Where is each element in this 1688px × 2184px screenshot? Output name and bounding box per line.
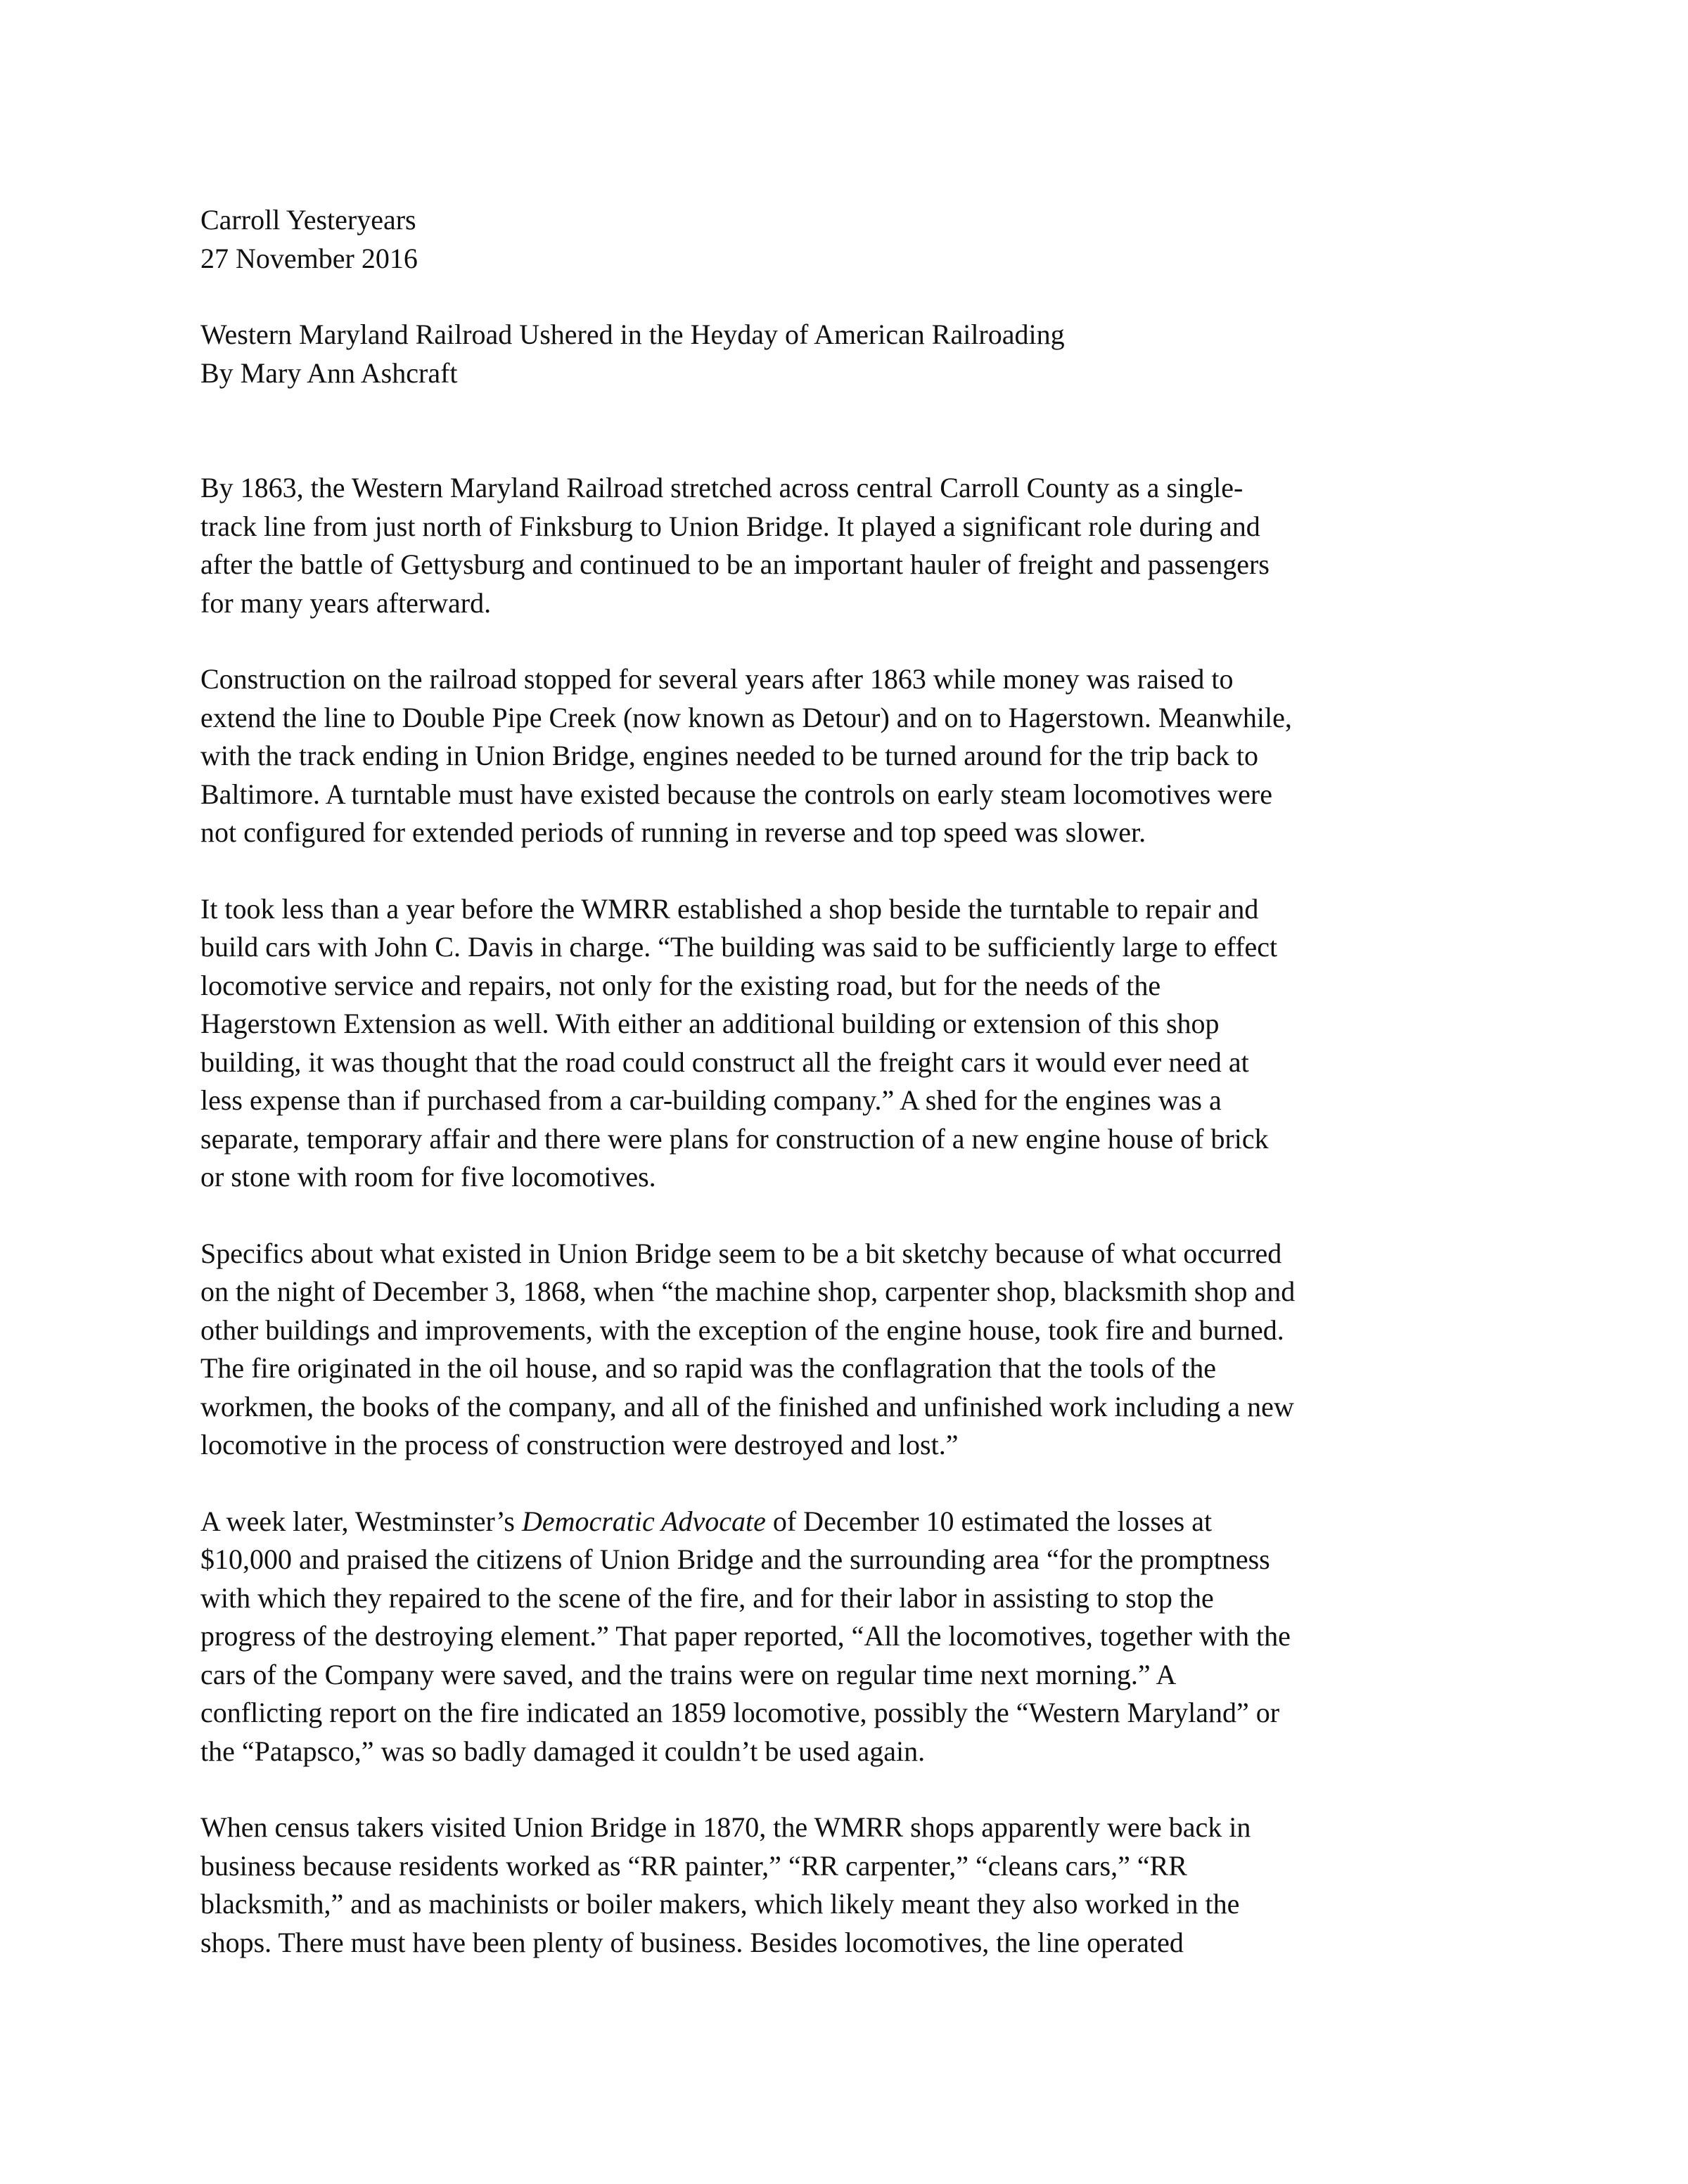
text-line: When census takers visited Union Bridge in 1870, the WMRR shops apparently were back in	[200, 1811, 1251, 1843]
text-line: building, it was thought that the road could construct all the freight cars it would ever need at	[200, 1046, 1249, 1078]
text-line: It took less than a year before the WMRR established a shop beside the turntable to repair and	[200, 892, 1259, 925]
text-line: after the battle of Gettysburg and continued to be an important hauler of freight and passengers	[200, 548, 1270, 580]
text-line: Baltimore. A turntable must have existed because the controls on early steam locomotives were	[200, 778, 1273, 810]
paragraph-5	[200, 1503, 1537, 1771]
text-line: separate, temporary affair and there were plans for construction of a new engine house of brick	[200, 1122, 1269, 1155]
text-line: By 1863, the Western Maryland Railroad stretched across central Carroll County as a single-	[200, 472, 1243, 503]
paragraph-6	[200, 1809, 1537, 1962]
text-line: locomotive service and repairs, not only for the existing road, but for the needs of the	[200, 969, 1161, 1001]
text-line: build cars with John C. Davis in charge. “The building was said to be sufficiently large to effect	[200, 931, 1278, 963]
text-line: Construction on the railroad stopped for several years after 1863 while money was raised to	[200, 663, 1234, 695]
article-byline: By Mary Ann Ashcraft	[200, 356, 458, 389]
text-line: business because residents worked as “RR painter,” “RR carpenter,” “cleans cars,” “RR	[200, 1849, 1187, 1882]
column-header	[200, 201, 1537, 278]
text-line: blacksmith,” and as machinists or boiler makers, which likely meant they also worked in the	[200, 1888, 1240, 1920]
text-line: Hagerstown Extension as well. With either an additional building or extension of this shop	[200, 1008, 1220, 1039]
text-line: not configured for extended periods of running in reverse and top speed was slower.	[200, 816, 1146, 848]
text-line: track line from just north of Finksburg to Union Bridge. It played a significant role during and	[200, 510, 1260, 542]
text-run: of December 10 estimated the losses at	[765, 1505, 1213, 1537]
text-line: for many years afterward.	[200, 586, 492, 619]
paragraph-1	[200, 469, 1537, 622]
text-line: extend the line to Double Pipe Creek (now known as Detour) and on to Hagerstown. Meanwhile,	[200, 701, 1292, 733]
text-line: The fire originated in the oil house, and so rapid was the conflagration that the tools of the	[200, 1352, 1217, 1384]
text-line: $10,000 and praised the citizens of Union Bridge and the surrounding area “for the promptness	[200, 1543, 1270, 1575]
column-name: Carroll Yesteryears	[200, 204, 416, 236]
document-page	[200, 201, 1537, 2000]
text-line: other buildings and improvements, with the exception of the engine house, took fire and burned.	[200, 1313, 1284, 1346]
text-line: less expense than if purchased from a car-building company.” A shed for the engines was a	[200, 1084, 1222, 1116]
text-line: Specifics about what existed in Union Bridge seem to be a bit sketchy because of what occurred	[200, 1237, 1282, 1269]
text-line: or stone with room for five locomotives.	[200, 1161, 656, 1193]
text-line: on the night of December 3, 1868, when “the machine shop, carpenter shop, blacksmith shop and	[200, 1276, 1296, 1307]
text-run: A week later, Westminster’s	[200, 1505, 522, 1537]
text-line	[200, 1503, 1537, 1541]
text-line: locomotive in the process of construction were destroyed and lost.”	[200, 1429, 959, 1460]
text-line: workmen, the books of the company, and all of the finished and unfinished work including a new	[200, 1390, 1294, 1422]
publication-date: 27 November 2016	[200, 242, 418, 274]
text-line: the “Patapsco,” was so badly damaged it couldn’t be used again.	[200, 1735, 926, 1767]
text-line: progress of the destroying element.” That paper reported, “All the locomotives, together with the	[200, 1620, 1291, 1652]
text-line: conflicting report on the fire indicated an 1859 locomotive, possibly the “Western Maryland” or	[200, 1697, 1280, 1728]
text-line: with which they repaired to the scene of the fire, and for their labor in assisting to stop the	[200, 1581, 1214, 1614]
text-line: cars of the Company were saved, and the trains were on regular time next morning.” A	[200, 1658, 1177, 1690]
article-title: Western Maryland Railroad Ushered in the Heyday of American Railroading	[200, 319, 1065, 350]
text-line: shops. There must have been plenty of business. Besides locomotives, the line operated	[200, 1926, 1184, 1958]
newspaper-title: Democratic Advocate	[521, 1505, 766, 1537]
article-header	[200, 316, 1537, 392]
paragraph-2	[200, 660, 1537, 852]
paragraph-3	[200, 890, 1537, 1197]
text-line: with the track ending in Union Bridge, engines needed to be turned around for the trip back to	[200, 740, 1259, 771]
paragraph-4	[200, 1235, 1537, 1465]
